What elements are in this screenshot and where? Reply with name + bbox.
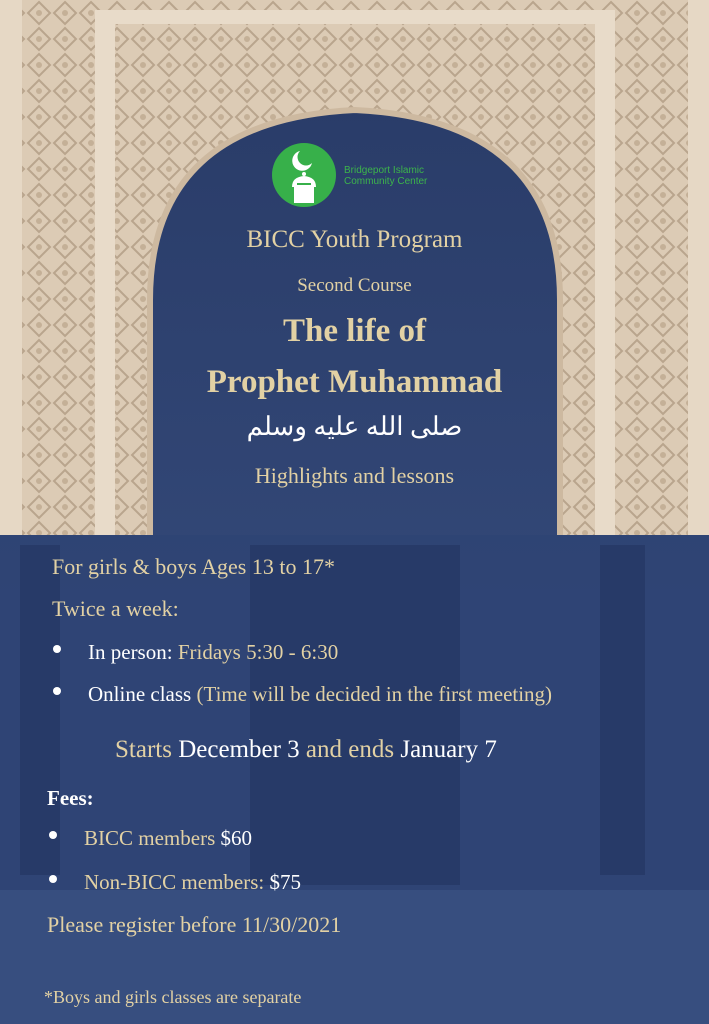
fees-heading: Fees: [47, 786, 94, 810]
course-title-line2: Prophet Muhammad [206, 364, 503, 400]
fee-price: $60 [220, 826, 252, 850]
fee-non-members [84, 870, 301, 895]
session-in-person [88, 640, 338, 665]
frequency: Twice a week: [52, 596, 179, 621]
arabic-honorific: صلى الله عليه وسلم [246, 412, 463, 441]
bullet-icon [49, 831, 57, 839]
bullet-icon [53, 645, 61, 653]
footnote: *Boys and girls classes are separate [44, 987, 302, 1007]
ages: For girls & boys Ages 13 to 17* [52, 554, 335, 579]
course-dates [115, 736, 497, 764]
session-label: Online class [88, 682, 192, 706]
session-value: Fridays 5:30 - 6:30 [177, 640, 339, 664]
fee-price: $75 [269, 870, 301, 894]
course-title-line1: The life of [283, 313, 426, 349]
fee-label: Non-BICC members: [84, 870, 265, 894]
fee-members [84, 826, 252, 851]
starts-label: Starts [115, 736, 172, 763]
end-date: January 7 [400, 736, 497, 763]
session-value: (Time will be decided in the first meeting) [196, 682, 553, 706]
subtitle: Highlights and lessons [254, 463, 455, 488]
fee-label: BICC members [84, 826, 216, 850]
mosque-crescent-icon [272, 143, 336, 207]
session-online [88, 682, 552, 707]
bullet-icon [49, 875, 57, 883]
org-name-line2: Community Center [344, 176, 428, 187]
start-date: December 3 [178, 736, 300, 763]
course-label: Second Course [297, 275, 412, 296]
bullet-icon [53, 687, 61, 695]
org-name-line1: Bridgeport Islamic [344, 165, 425, 176]
registration-deadline: Please register before 11/30/2021 [47, 912, 342, 937]
program-title: BICC Youth Program [246, 226, 463, 253]
bicc-logo [272, 143, 336, 207]
org-name [344, 165, 427, 187]
ends-label: and ends [305, 736, 395, 763]
session-label: In person: [88, 640, 173, 664]
